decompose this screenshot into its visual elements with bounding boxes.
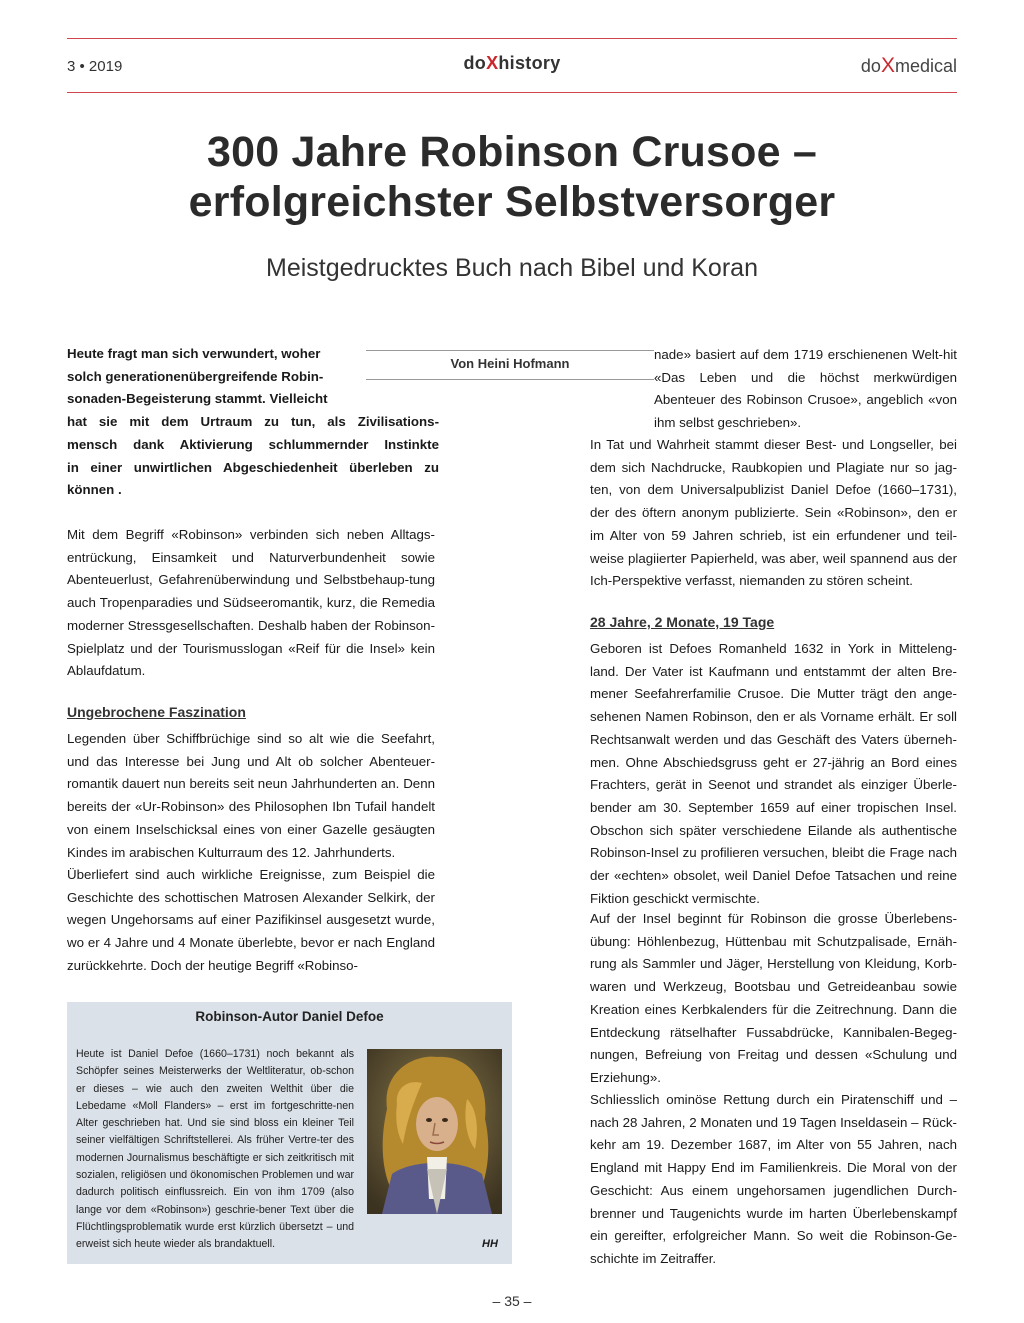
brand-x: X bbox=[880, 54, 895, 77]
daniel-defoe-portrait bbox=[367, 1049, 502, 1214]
rubric-x: X bbox=[486, 53, 499, 73]
article-title-line2: erfolgreichster Selbstversorger bbox=[188, 178, 836, 226]
section2-paragraph-2: Auf der Insel beginnt für Robinson die grosse Überlebens-übung: Höhlenbezug, Hüttenbau mit Schutzpalisade, Ernäh-rung als Sammler und Jäger, Herstellung von Kleidung, Korb-waren und Werkzeug, Bootsbau und Getreideanbau sowie Kreation eines Kerbkalenders für die Zeitrechnung. Dann die Entdeckung rätselhafter Fussabdrücke, Kannibalen-Begeg-nungen, Befreiung von Freitag und dessen «Schulung und Erziehung». bbox=[590, 911, 957, 1085]
lead-line: können . bbox=[67, 482, 122, 498]
lead-line: mensch dank Aktivierung schlummernder Instinkte bbox=[67, 436, 439, 452]
brand-pre: do bbox=[860, 56, 881, 76]
section-heading-28-jahre: 28 Jahre, 2 Monate, 19 Tage bbox=[590, 614, 775, 630]
lead-line: Heute fragt man sich verwundert, woher bbox=[67, 346, 321, 361]
right-paragraph-1 bbox=[590, 344, 957, 435]
right-paragraph-1-text: nade» basiert auf dem 1719 erschienenen Welt-hit «Das Leben und die höchst merkwürdigen Abenteuer des Robinson Crusoe», angeblich «von ihm selbst geschrieben». bbox=[654, 347, 957, 431]
sidebar-text: Heute ist Daniel Defoe (1660–1731) noch bekannt als Schöpfer seines Meisterwerks der Weltliteratur, ob-schon er dieses – wie auch den zweiten Welthit über die Lebedame «Moll Flanders» – erst im fortgeschritte-nen Alter geschrieben hat. Und sie sind bloss ein kleiner Teil seiner vielfältigen Schriftstellerei. Als früher Vertre-ter des modernen Journalismus beschäftigte er sich zeitkritisch mit sozialen, religiösen und ökonomischen Problemen und war dadurch politisch einflussreich. Ein von ihm 1709 (also lange vor dem «Robinson») geschrie-bener Text über die Flüchtlingsproblematik wurde erst kürzlich übersetzt – und erweist sich heute wieder als brandaktuell. bbox=[76, 1048, 354, 1251]
header-top-rule bbox=[67, 38, 957, 39]
section1-paragraph-2: Überliefert sind auch wirkliche Ereignisse, zum Beispiel die Geschichte des schottischen Matrosen Alexander Selkirk, der wegen Ungehorsams auf einer Pazifikinsel ausgesetzt wurde, wo er 4 Jahre und 4 Monate überlebte, bevor er nach England zurückkehrte. Doch der heutige Begriff «Robinso- bbox=[67, 867, 435, 973]
sidebar-title: Robinson-Autor Daniel Defoe bbox=[195, 1009, 384, 1024]
lead-line: solch generationenübergreifende Robin- bbox=[67, 368, 324, 384]
sidebar-box bbox=[67, 1002, 512, 1264]
article-title-line1: 300 Jahre Robinson Crusoe – bbox=[207, 128, 817, 176]
right-paragraph-2: In Tat und Wahrheit stammt dieser Best- und Longseller, bei dem sich Nachdrucke, Raubkopien und Plagiate nur so jag-ten, von dem Universalpublizist Daniel Defoe (1660–1731), der des öftern anonym publizierte. Sein «Robinson», den er im Alter von 59 Jahren schrieb, ist ein erfundener und teil-weise plagiierter Papierheld, was aber, weil spannend aus der Ich-Perspektive verfasst, niemanden zu stören scheint. bbox=[590, 437, 957, 589]
lead-line: sonaden-Begeisterung stammt. Vielleicht bbox=[67, 391, 328, 407]
issue-number: 3 • 2019 bbox=[67, 58, 123, 75]
section1-paragraph-1: Legenden über Schiffbrüchige sind so alt wie die Seefahrt, und das Interesse bei Jung und Alt ob solcher Abenteuer-romantik dauert nun bereits seit neun Jahrhunderten an. Denn bereits der «Ur-Robinson» des Philosophen Ibn Tufail handelt von einem Inselschicksal eines von einer Gazelle gesäugten Kindes im arabischen Kulturraum des 12. Jahrhunderts. bbox=[67, 731, 435, 860]
author-byline: Von Heini Hofmann bbox=[366, 350, 654, 380]
section-heading-faszination: Ungebrochene Faszination bbox=[67, 704, 246, 720]
article-subtitle: Meistgedrucktes Buch nach Bibel und Koran bbox=[266, 254, 758, 282]
brand-post: medical bbox=[894, 56, 957, 76]
rubric-pre: do bbox=[463, 53, 487, 73]
lead-line: hat sie mit dem Urtraum zu tun, als Zivilisations- bbox=[67, 414, 439, 430]
intro-paragraph: Mit dem Begriff «Robinson» verbinden sich neben Alltags-entrückung, Einsamkeit und Naturverbundenheit sowie Abenteuerlust, Gefahrenüberwindung und Selbstbehaup-tung auch Tropenparadies und Südseeromantik, kurz, die Remedia moderner Stressgesellschaften. Deshalb haben der Robinson-Spielplatz und der Tourismusslogan «Reif für die Insel» kein Ablaufdatum. bbox=[67, 527, 435, 679]
header-bottom-rule bbox=[67, 92, 957, 93]
lead-paragraph bbox=[67, 343, 439, 502]
lead-line: in einer unwirtlichen Abgeschiedenheit überleben zu bbox=[67, 459, 439, 475]
rubric-post: history bbox=[498, 53, 561, 73]
sidebar-initials: HH bbox=[482, 1238, 498, 1250]
page-number: – 35 – bbox=[492, 1293, 532, 1309]
section2-paragraph-1: Geboren ist Defoes Romanheld 1632 in York in Mitteleng-land. Der Vater ist Kaufmann und entstammt der alten Bre-mener Seefahrerfamilie Crusoe. Die Mutter trägt den ange-sehenen Namen Robinson, den er als Vorname erhält. Er soll Rechtsanwalt werden und das Geschäft des Vaters überneh-men. Ohne Abschiedsgruss geht er 27-jährig an Bord eines Frachters, gerät in Seenot und strandet als einziger Überle-bender am 30. September 1659 auf einer tropischen Insel. Obschon sich später verschiedene Eilande als authentische Robinson-Insel zu profilieren versuchen, bleibt die Frage nach der «echten» obsolet, weil Daniel Defoe Tatsachen und reine Fiktion geschickt vermischte. bbox=[590, 641, 957, 906]
section2-paragraph-3: Schliesslich ominöse Rettung durch ein Piratenschiff und – nach 28 Jahren, 2 Monaten und 19 Tagen Inseldasein – Rück-kehr am 19. Dezember 1687, im Alter von 55 Jahren, nach England mit Happy End im Familienkreis. Die Moral von der Geschicht: Aus einem ungehorsamen jugendlichen Durch-brenner und Taugenichts wurde im harten Überlebenskampf ein gereifter, erfolgreicher Mann. So weit die Robinson-Ge-schichte im Zeitraffer. bbox=[590, 1092, 957, 1266]
brand-logo bbox=[861, 54, 957, 78]
